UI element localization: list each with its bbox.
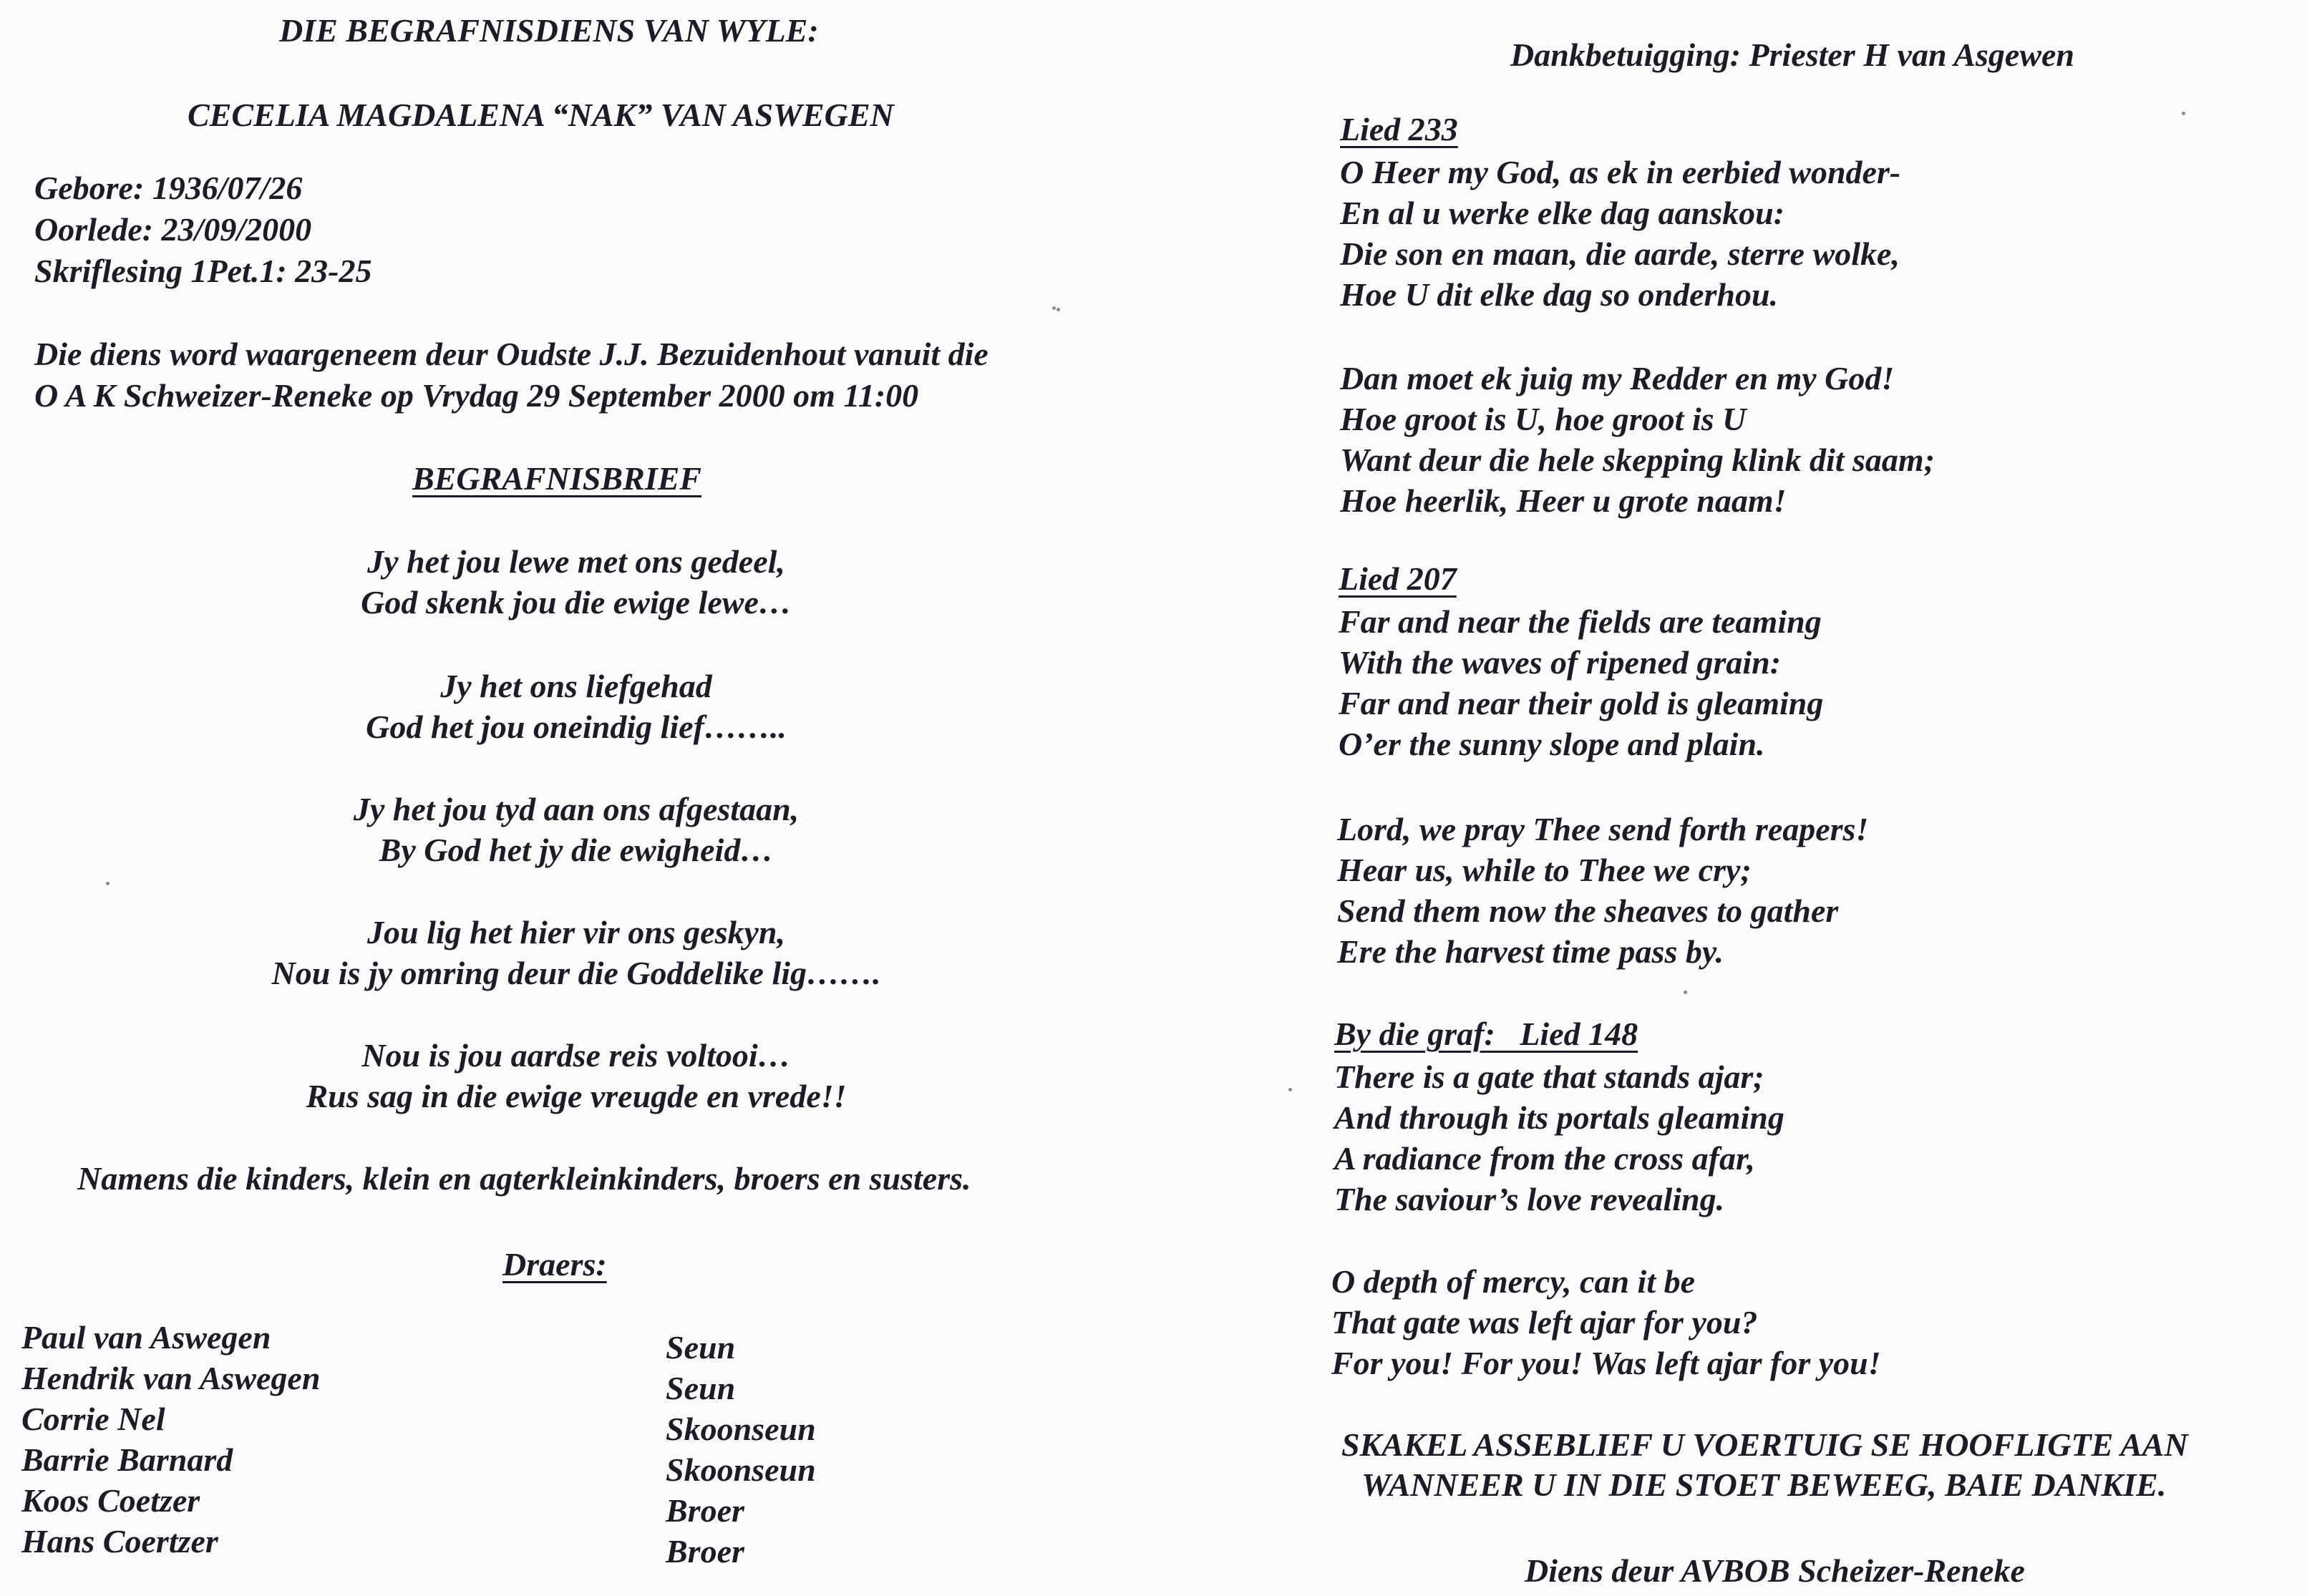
scan-speck: [2182, 112, 2185, 115]
hymn-line: Hear us, while to Thee we cry;: [1337, 852, 1752, 888]
hymn-line: For you! For you! Was left ajar for you!: [1331, 1345, 1881, 1381]
deceased-name: CECELIA MAGDALENA “NAK” VAN ASWEGEN: [188, 97, 894, 133]
scan-speck: [1288, 1088, 1292, 1091]
hymn-line: A radiance from the cross afar,: [1334, 1140, 1755, 1177]
bearer-name: Corrie Nel: [21, 1401, 165, 1437]
hymn-line: With the waves of ripened grain:: [1339, 644, 1782, 681]
bearer-name: Paul van Aswegen: [21, 1319, 271, 1356]
service-line-1: Die diens word waargeneem deur Oudste J.J. Bezuidenhout vanuit die: [34, 336, 989, 372]
headlights-notice-line-1: SKAKEL ASSEBLIEF U VOERTUIG SE HOOFLIGTE AAN: [1341, 1426, 2188, 1463]
service-heading: DIE BEGRAFNISDIENS VAN WYLE:: [279, 12, 819, 49]
hymn-line: Want deur die hele skepping klink dit saam;: [1340, 442, 1936, 478]
scan-speck: [106, 882, 110, 885]
verse-line: Jy het jou lewe met ons gedeel,: [367, 543, 785, 580]
verse-1: [0, 541, 1152, 623]
bearers-names: [21, 1317, 320, 1562]
verse-line: Jy het jou tyd aan ons afgestaan,: [353, 791, 800, 827]
bearer-name: Barrie Barnard: [21, 1441, 233, 1478]
hymn-207-stanza-2: [1337, 809, 1868, 972]
verse-5: [0, 1035, 1152, 1116]
hymn-line: Ere the harvest time pass by.: [1337, 933, 1724, 970]
scan-speck: [1684, 991, 1687, 994]
verse-line: Jou lig het hier vir ons geskyn,: [366, 914, 785, 950]
verse-line: Nou is jy omring deur die Goddelike lig…….: [271, 955, 881, 991]
death-date: Oorlede: 23/09/2000: [34, 211, 312, 248]
bearer-name: Hendrik van Aswegen: [21, 1360, 321, 1396]
details-block: [34, 167, 371, 292]
family-line: Namens die kinders, klein en agterkleinkinders, broers en susters.: [77, 1160, 971, 1197]
scan-speck: [1052, 306, 1056, 310]
verse-line: Jy het ons liefgehad: [440, 668, 712, 704]
hymn-line: Hoe groot is U, hoe groot is U: [1340, 401, 1747, 437]
hymn-line: O’er the sunny slope and plain.: [1339, 726, 1765, 762]
bearer-relation: Broer: [666, 1533, 744, 1570]
service-info: [34, 334, 989, 417]
hymn-line: Dan moet ek juig my Redder en my God!: [1340, 360, 1895, 396]
bearer-name: Hans Coertzer: [21, 1523, 218, 1559]
hymn-title: By die graf: Lied 148: [1334, 1016, 1638, 1052]
bearers-relations: [666, 1327, 816, 1572]
hymn-line: And through its portals gleaming: [1334, 1099, 1784, 1136]
bearers-title: Draers:: [502, 1246, 607, 1283]
hymn-line: Send them now the sheaves to gather: [1337, 892, 1839, 929]
hymn-233-stanza-1: [1340, 152, 1900, 315]
verse-line: Nou is jou aardse reis voltooi…: [361, 1037, 791, 1074]
service-line-2: O A K Schweizer-Reneke op Vrydag 29 September 2000 om 11:00: [34, 377, 919, 414]
footer-credit: Diens deur AVBOB Scheizer-Reneke: [1525, 1552, 2025, 1589]
right-page: [1152, 0, 2307, 1596]
thanks-line: Dankbetuigging: Priester H van Asgewen: [1510, 37, 2074, 73]
hymn-line: That gate was left ajar for you?: [1331, 1304, 1758, 1340]
verse-line: By God het jy die ewigheid…: [379, 832, 774, 868]
bearer-relation: Skoonseun: [666, 1451, 816, 1488]
verse-3: [0, 789, 1152, 870]
bearer-relation: Skoonseun: [666, 1411, 816, 1447]
verse-line: God skenk jou die ewige lewe…: [361, 584, 792, 621]
hymn-line: Hoe U dit elke dag so onderhou.: [1340, 276, 1779, 313]
hymn-line: Far and near the fields are teaming: [1339, 603, 1822, 640]
hymn-line: Far and near their gold is gleaming: [1339, 685, 1824, 721]
hymn-title: Lied 233: [1340, 111, 1458, 147]
hymn-line: Hoe heerlik, Heer u grote naam!: [1340, 482, 1787, 519]
hymn-line: En al u werke elke dag aanskou:: [1340, 195, 1785, 231]
bearer-relation: Seun: [666, 1329, 736, 1366]
hymn-line: O depth of mercy, can it be: [1331, 1263, 1696, 1300]
letter-title: BEGRAFNISBRIEF: [412, 460, 701, 497]
scan-speck: [1057, 308, 1060, 311]
verse-line: Rus sag in die ewige vreugde en vrede!!: [306, 1078, 847, 1114]
left-page: [0, 0, 1152, 1596]
hymn-207-stanza-1: [1339, 601, 1823, 764]
hymn-148-stanza-1: [1334, 1056, 1784, 1220]
hymn-line: There is a gate that stands ajar;: [1334, 1059, 1764, 1095]
hymn-line: O Heer my God, as ek in eerbied wonder-: [1340, 154, 1901, 190]
verse-4: [0, 912, 1152, 993]
scripture-reading: Skriflesing 1Pet.1: 23-25: [34, 253, 372, 289]
hymn-line: Die son en maan, die aarde, sterre wolke,: [1340, 235, 1900, 272]
hymn-148-stanza-2: [1331, 1261, 1881, 1383]
verse-line: God het jou oneindig lief……..: [366, 709, 787, 745]
verse-2: [0, 666, 1152, 747]
bearer-name: Koos Coetzer: [21, 1482, 200, 1519]
bearer-relation: Broer: [666, 1492, 744, 1529]
bearer-relation: Seun: [666, 1370, 736, 1406]
hymn-title: Lied 207: [1339, 560, 1457, 597]
headlights-notice-line-2: WANNEER U IN DIE STOET BEWEEG, BAIE DANKIE.: [1361, 1466, 2167, 1503]
hymn-line: The saviour’s love revealing.: [1334, 1181, 1725, 1217]
birth-date: Gebore: 1936/07/26: [34, 170, 303, 206]
hymn-line: Lord, we pray Thee send forth reapers!: [1337, 811, 1869, 847]
hymn-233-stanza-2: [1340, 358, 1935, 521]
